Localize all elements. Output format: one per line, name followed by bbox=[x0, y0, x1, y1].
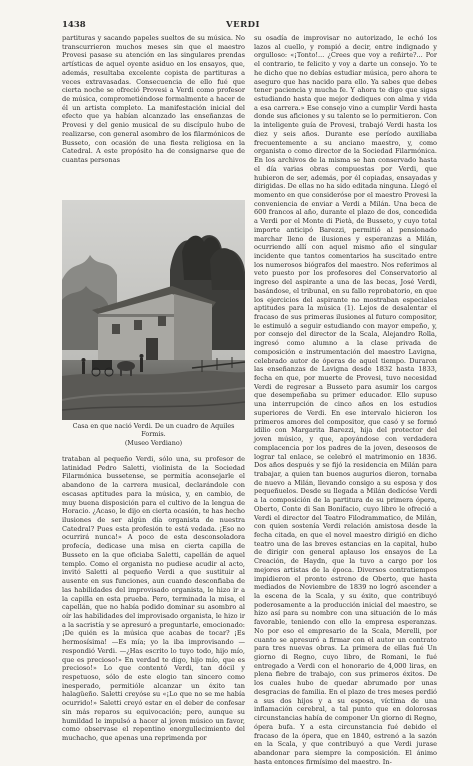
figure-caption bbox=[62, 422, 245, 447]
right-column-text: su osadía de improvisar no autorizado, le echó los lazos al cuello, y rompió a decir, entre indignado y orgulloso: «¡Tonto!... ¿Crees que voy a reñirte?... Por el contrario, te felicito y voy a darte un consejo. Yo te he dicho que no debías estudiar música, pero ahora te aseguro que has nacido para ello. Ya sabes que debes tener paciencia y mucha fe. Y ahora te digo que sigas estudiando hasta que mejor dediques con alma y vida a esa carrera.» Ese consejo vino a cumplir Verdi hasta donde sus aficiones y su talento se lo permitieron. Con la inteligente guía de Provesi, trabajó Verdi hasta los diez y seis años. Durante ese período auxiliaba frecuentemente a su anciano maestro, y, como organista o como director de la Sociedad Filarmónica. En los archivos de la misma se han conservado hasta el día varias obras compuestas por Verdi, que hubieron de ser, además, por él copiadas, ensayadas y dirigidas. De ellas no ha sido editada ninguna. Llegó el momento en que consideróse por el maestro Provesi la conveniencia de enviar a Verdi a Milán. Una beca de 600 francos al año, durante el plazo de dos, concedida a Verdi por el Monte di Pietà, de Busseto, y cuyo total importe anticipó Barezzi, permitió al pensionado marchar lleno de ilusiones y esperanzas a Milán, ocurriendo allí con aquel mismo año el singular incidente que tantos comentarios ha suscitado entre los numerosos biógrafos del maestro. Nos referimos al veto puesto por los profesores del Conservatorio al ingreso del aspirante a una de las becas, José Verdi, basándose, el tribunal, en su fallo reprobatorio, en que los ejercicios del aspirante no mostraban especiales aptitudes para la música (1). Lejos de desalentar el fracaso de sus primeras ilusiones al futuro compositor, le estimuló a seguir estudiando con mayor empeño, y, por consejo del director de la Scala, Alejandro Rolla, ingresó como alumno a la clase privada de composición e instrumentación del maestro Lavigna, celebrado autor de óperas de aquel tiempo. Duraron las enseñanzas de Lavigna desde 1832 hasta 1833, fecha en que, por muerte de Provesi, tuvo necesidad Verdi de regresar a Busseto para asumir los cargos que desempeñaba su primer educador. Ello supuso una interrupción de cinco años en los estudios superiores de Verdi. En ese intervalo hicieron los primeros amores del compositor, que casó y se formó idilio con Margarita Barezzi, hija del protector del joven músico, y que, apoyándose con verdadera complacencia por los padres de la joven, deseosos de lograr tal enlace, se celebró el matrimonio en 1836. Dos años después y se fijó la residencia en Milán para trabajar, a quien tan buenos augurios dieron, tornaba de nuevo a Milán, llevando consigo a su esposa y dos pequeñuelos. Desde su llegada a Milán dedicóse Verdi a la composición de la partitura de su primera ópera, Oberto, Conte di San Bonifacio, cuyo libro le ofreció a Verdi el director del Teatro Filodrammatico, de Milán, con quien sostenía Verdi relación amistosa desde la fecha citada, en que el novel maestro dirigió en dicho teatro una de las breves estancias en la capital, hubo de dirigir con general aplauso los ensayos de La Creación, de Haydn, que la tuvo a cargo por los mejores artistas de la época. Diversos contratiempos impidieron el pronto estreno de Oberto, que hasta mediados de Noviembre de 1839 no logró ascender a la escena de la Scala, y su éxito, que contribuyó poderosamente a la producción inicial del maestro, se hizo así para su nombre con una situación de lo más favorable, teniendo con ello la empresa esperanzas. No por eso el empresario de la Scala, Merelli, por cuanto se apresuró a firmar con el autor un contrato para tres nuevas obras. La primera de ellas fué Un giorno di Regno, cuyo libro, de Romani, le fué entregado a Verdi con el honorario de 4,000 liras, en plena fiebre de trabajo, con sus primeros éxitos. De los cuales hubo de quedar abrumado por unas desgracias de familia. En el plazo de tres meses perdió a sus dos hijos y a su esposa, víctima de una inflamación cerebral, a tal punto que en dolorosas circunstancias había de componer Un giorno di Regno, ópera bufa. Y a esta circunstancia fué debido el fracaso de la ópera, que en 1840, estrenó a la sazón en la Scala, y que contribuyó a que Verdi jurase abandonar para siempre la composición. El ánimo hasta entonces firmísimo del maestro. In- bbox=[254, 34, 437, 766]
page-header bbox=[0, 20, 473, 34]
figure-caption-line1: Casa en que nació Verdi. De un cuadro de Aquiles Formis. bbox=[72, 422, 235, 439]
figure-caption-line2: (Museo Verdiano) bbox=[124, 438, 183, 447]
left-column-bottom-text: trataban al pequeño Verdi, sólo una, su profesor de latinidad Pedro Saletti, violinista de la Sociedad Filarmónica bussetense, se permitía aconsejarle el abandono de la carrera musical, declarándole con escasas aptitudes para la música, y, en cambio, de muy buena disposición para el cultivo de la lengua de Horacio. ¿Acaso, le dijo en cierta ocasión, te has hecho ilusiones de ser algún día organista de nuestra Catedral? Pues esta profesión te está vedada. ¡Eso no ocurrirá nunca!» A poco de esta desconsoladora profecía, dedicase una misa en cierta capilla de Busseto en la que oficiaba Saletti, capellán de aquel templo. Como el organista no pudiese acudir al acto, invitó Saletti al pequeño Verdi a que sustituir al ausente en sus funciones, aun cuando desconfiaba de las habilidades del improvisado organista, le hizo ir a la capilla en esta prueba. Pero, terminada la misa, el capellán, que no había podido dominar su asombro al oír las habilidades del improvisado organista, le hizo ir a la sacristía y se apresuró a preguntarle, emocionado: ¡De quién es la música que acabas de tocar? ¡Es hermosísima! —Es mía; yo la iba improvisando —respondió Verdi. —¿Has escrito lo tuyo todo, hijo mío, que es precioso!» En verdad te digo, hijo mío, que es precioso!» Lo que contentó Verdi, tan dócil y respetuoso, sólo de este elogio tan sincero como inesperado, permitióle alcanzar un éxito tan halagüeño. Saletti creyóse su «¡Lo que no se me había ocurrido!» Saletti creyó estar en el deber de confesar sin más reparos su equivocación; pero, aunque su humildad le impulsó a hacer al joven músico un favor, como observase el repentino enorgullecimiento del muchacho, que apenas una reprimenda por bbox=[62, 455, 245, 742]
left-column-top-text: partituras y sacando papeles sueltos de su música. No transcurrieron muchos meses sin que el maestro Provesi pasase su atención en las singulares prendas artísticas de aquel oyente asiduo en los ensayos, que, además, resultaba excelente copista de partituras a veces extravasadas. Consecuencia de ello fué que cierta noche se ofreció Provesi a Verdi como profesor de música, comprometiéndose formalmente a hacer de él un artista completo. La manifestación inicial del efecto que ya habían alcanzado las enseñanzas de Provesi y del genio musical de su discípulo hubo de realizarse, con general asombro de los filarmónicos de Busseto, con ocasión de una fiesta religiosa en la Catedral. A este propósito ha de consignarse que de cuantas personas bbox=[62, 34, 245, 165]
verdi-birthplace-illustration bbox=[62, 200, 245, 420]
birthplace-painting-image bbox=[62, 200, 245, 420]
page-number: 1438 bbox=[62, 20, 86, 30]
running-head: VERDI bbox=[226, 20, 260, 30]
